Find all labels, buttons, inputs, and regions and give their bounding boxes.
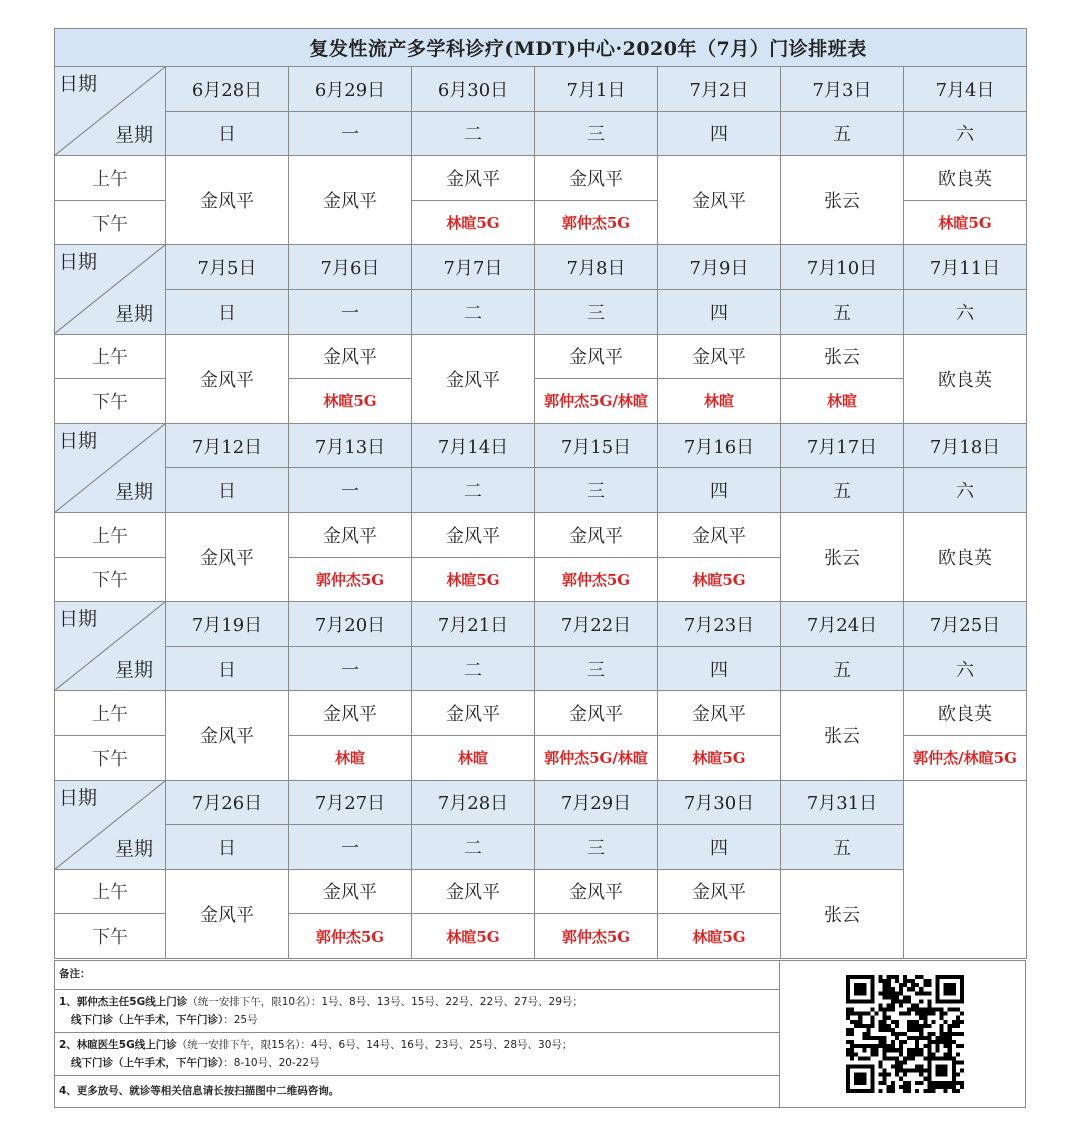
online-doctor-label: 郭仲杰5G (315, 927, 385, 946)
online-doctor-label: 郭仲杰5G (561, 570, 631, 589)
doctor-cell: 金风平 (166, 512, 289, 601)
note-lin-offline-title: 线下门诊（上午手术，下午门诊） (71, 1057, 224, 1069)
date-row (55, 780, 1027, 825)
schedule-table (54, 28, 1027, 959)
pm-label: 下午 (55, 914, 166, 959)
date-cell: 7月29日 (535, 780, 658, 825)
weekday-cell: 一 (289, 825, 412, 870)
online-doctor-label: 林暄5G (938, 214, 992, 233)
date-cell: 7月14日 (412, 423, 535, 468)
am-row (55, 156, 1027, 201)
date-cell: 7月3日 (781, 67, 904, 112)
doctor-cell-am: 金风平 (658, 869, 781, 914)
weekday-cell: 一 (289, 468, 412, 513)
online-doctor-label: 林暄5G (692, 749, 746, 768)
pm-label: 下午 (55, 379, 166, 424)
note-lin-title: 2、林暄医生5G线上门诊 (59, 1039, 177, 1051)
pm-label: 下午 (55, 557, 166, 602)
doctor-cell-pm (535, 914, 658, 959)
doctor-cell-pm (412, 557, 535, 602)
date-row (55, 423, 1027, 468)
corner-weekday-label: 星期 (114, 124, 153, 147)
weekday-cell: 四 (658, 468, 781, 513)
doctor-cell: 欧良英 (904, 334, 1027, 423)
corner-date-label: 日期 (59, 786, 98, 809)
doctor-cell-am: 金风平 (535, 512, 658, 557)
online-doctor-label: 林暄 (703, 392, 734, 411)
doctor-cell: 金风平 (166, 334, 289, 423)
pm-label: 下午 (55, 735, 166, 780)
doctor-cell-pm (289, 735, 412, 780)
doctor-cell: 金风平 (412, 334, 535, 423)
notes-panel (54, 960, 780, 1108)
date-cell: 7月30日 (658, 780, 781, 825)
weekday-cell: 二 (412, 646, 535, 691)
date-cell: 7月7日 (412, 245, 535, 290)
date-cell: 7月15日 (535, 423, 658, 468)
corner-date-label: 日期 (59, 608, 98, 631)
note-lin (55, 1033, 779, 1076)
weekday-cell: 三 (535, 468, 658, 513)
doctor-cell-am: 欧良英 (904, 156, 1027, 201)
doctor-cell: 张云 (781, 156, 904, 245)
weekday-cell: 日 (166, 468, 289, 513)
doctor-cell-pm (658, 557, 781, 602)
date-cell: 7月21日 (412, 602, 535, 647)
weekday-cell: 一 (289, 646, 412, 691)
date-cell: 6月30日 (412, 67, 535, 112)
doctor-cell-am: 金风平 (658, 512, 781, 557)
corner-weekday-label: 星期 (114, 302, 153, 325)
corner-date-label: 日期 (59, 429, 98, 452)
weekday-cell: 四 (658, 646, 781, 691)
online-doctor-label: 郭仲杰/林暄5G (913, 749, 1017, 768)
weekday-cell: 五 (781, 468, 904, 513)
online-doctor-label: 林暄5G (692, 570, 746, 589)
weekday-cell: 日 (166, 289, 289, 334)
date-row (55, 602, 1027, 647)
doctor-cell-am: 金风平 (658, 334, 781, 379)
date-cell: 6月29日 (289, 67, 412, 112)
note-guo-detail: （统一安排下午，限10名）：1号、8号、13号、15号、22号、22号、27号、29号； (187, 996, 583, 1008)
doctor-cell-pm (289, 557, 412, 602)
weekday-cell: 五 (781, 289, 904, 334)
doctor-cell-pm (535, 379, 658, 424)
weekday-cell: 一 (289, 111, 412, 156)
doctor-cell-pm (412, 735, 535, 780)
weekday-cell: 六 (904, 646, 1027, 691)
weekday-cell: 五 (781, 111, 904, 156)
weekday-row (55, 111, 1027, 156)
date-cell: 7月22日 (535, 602, 658, 647)
weekday-row (55, 646, 1027, 691)
date-cell: 7月9日 (658, 245, 781, 290)
am-label: 上午 (55, 869, 166, 914)
corner-weekday-label: 星期 (114, 480, 153, 503)
schedule-title: 复发性流产多学科诊疗(MDT)中心·2020年（7月）门诊排班表 (55, 29, 1027, 67)
am-label: 上午 (55, 691, 166, 736)
date-cell: 7月23日 (658, 602, 781, 647)
date-cell: 7月17日 (781, 423, 904, 468)
qr-panel (780, 960, 1026, 1108)
weekday-cell: 五 (781, 825, 904, 870)
date-cell: 7月1日 (535, 67, 658, 112)
corner-weekday-label: 星期 (114, 837, 153, 860)
doctor-cell-pm (658, 914, 781, 959)
note-guo-title: 1、郭仲杰主任5G线上门诊 (59, 996, 188, 1008)
doctor-cell-am: 欧良英 (904, 691, 1027, 736)
online-doctor-label: 郭仲杰5G (561, 214, 631, 233)
doctor-cell-am: 金风平 (289, 869, 412, 914)
corner-date-label: 日期 (59, 73, 98, 95)
weekday-cell: 二 (412, 111, 535, 156)
online-doctor-label: 郭仲杰5G/林暄 (544, 749, 648, 768)
date-cell: 7月31日 (781, 780, 904, 825)
note-lin-detail: （统一安排下午，限15名）：4号、6号、14号、16号、23号、25号、28号、30号； (176, 1039, 573, 1051)
date-cell: 7月10日 (781, 245, 904, 290)
doctor-cell-am: 金风平 (412, 691, 535, 736)
weekday-cell: 三 (535, 825, 658, 870)
weekday-cell: 六 (904, 289, 1027, 334)
date-cell: 7月25日 (904, 602, 1027, 647)
doctor-cell: 金风平 (166, 869, 289, 958)
note-guo-offline-detail: ：25号 (223, 1014, 258, 1026)
doctor-cell-pm (289, 914, 412, 959)
weekday-cell: 三 (535, 289, 658, 334)
doctor-cell-am: 金风平 (535, 869, 658, 914)
corner-header (55, 602, 166, 691)
doctor-cell-pm (289, 379, 412, 424)
online-doctor-label: 郭仲杰5G (315, 570, 385, 589)
note-guo-offline-title: 线下门诊（上午手术，下午门诊） (71, 1014, 224, 1026)
doctor-cell: 欧良英 (904, 512, 1027, 601)
date-cell: 7月18日 (904, 423, 1027, 468)
date-cell: 7月11日 (904, 245, 1027, 290)
weekday-cell: 三 (535, 111, 658, 156)
corner-header (55, 423, 166, 512)
am-label: 上午 (55, 156, 166, 201)
doctor-cell-pm (535, 557, 658, 602)
online-doctor-label: 林暄 (826, 392, 857, 411)
weekday-cell: 五 (781, 646, 904, 691)
date-cell: 7月8日 (535, 245, 658, 290)
weekday-row (55, 825, 1027, 870)
online-doctor-label: 林暄5G (446, 570, 500, 589)
am-row (55, 334, 1027, 379)
weekday-cell: 二 (412, 468, 535, 513)
corner-weekday-label: 星期 (114, 659, 153, 682)
online-doctor-label: 郭仲杰5G/林暄 (544, 392, 648, 411)
doctor-cell-am: 金风平 (412, 156, 535, 201)
weekday-cell: 六 (904, 468, 1027, 513)
online-doctor-label: 郭仲杰5G (561, 927, 631, 946)
weekday-row (55, 468, 1027, 513)
doctor-cell-am: 金风平 (412, 512, 535, 557)
date-cell: 7月13日 (289, 423, 412, 468)
date-cell: 6月28日 (166, 67, 289, 112)
doctor-cell-am: 金风平 (535, 334, 658, 379)
doctor-cell-pm (781, 379, 904, 424)
date-cell: 7月12日 (166, 423, 289, 468)
weekday-cell: 三 (535, 646, 658, 691)
am-row (55, 869, 1027, 914)
qr-code-icon[interactable] (846, 975, 964, 1093)
doctor-cell: 金风平 (658, 156, 781, 245)
online-doctor-label: 林暄 (334, 749, 365, 768)
date-row (55, 67, 1027, 112)
weekday-cell: 二 (412, 825, 535, 870)
doctor-cell-am: 金风平 (289, 512, 412, 557)
pm-label: 下午 (55, 200, 166, 245)
doctor-cell: 张云 (781, 512, 904, 601)
date-cell: 7月2日 (658, 67, 781, 112)
date-cell: 7月5日 (166, 245, 289, 290)
doctor-cell: 张云 (781, 691, 904, 780)
doctor-cell-pm (904, 200, 1027, 245)
weekday-cell: 六 (904, 111, 1027, 156)
weekday-cell: 日 (166, 646, 289, 691)
doctor-cell: 金风平 (166, 691, 289, 780)
weekday-cell: 四 (658, 111, 781, 156)
weekday-row (55, 289, 1027, 334)
date-cell: 7月4日 (904, 67, 1027, 112)
weekday-cell: 二 (412, 289, 535, 334)
notes-heading: 备注： (55, 961, 779, 990)
doctor-cell-am: 金风平 (289, 691, 412, 736)
online-doctor-label: 林暄 (457, 749, 488, 768)
online-doctor-label: 林暄5G (446, 927, 500, 946)
doctor-cell-pm (412, 914, 535, 959)
date-cell: 7月26日 (166, 780, 289, 825)
date-cell: 7月6日 (289, 245, 412, 290)
weekday-cell: 一 (289, 289, 412, 334)
doctor-cell: 金风平 (166, 156, 289, 245)
corner-date-label: 日期 (59, 251, 98, 274)
weekday-cell: 日 (166, 111, 289, 156)
doctor-cell-pm (658, 735, 781, 780)
doctor-cell: 金风平 (289, 156, 412, 245)
doctor-cell-am: 金风平 (535, 156, 658, 201)
online-doctor-label: 林暄5G (323, 392, 377, 411)
am-label: 上午 (55, 334, 166, 379)
weekday-cell: 四 (658, 825, 781, 870)
online-doctor-label: 林暄5G (692, 927, 746, 946)
weekday-cell: 日 (166, 825, 289, 870)
doctor-cell-pm (535, 735, 658, 780)
date-cell: 7月28日 (412, 780, 535, 825)
doctor-cell-pm (904, 735, 1027, 780)
doctor-cell-am: 金风平 (412, 869, 535, 914)
note-lin-offline-detail: ：8-10号、20-22号 (223, 1057, 320, 1069)
am-label: 上午 (55, 512, 166, 557)
date-cell: 7月20日 (289, 602, 412, 647)
doctor-cell-am: 金风平 (289, 334, 412, 379)
note-guo (55, 990, 779, 1033)
corner-header (55, 245, 166, 334)
empty-cell (904, 780, 1027, 958)
date-cell: 7月24日 (781, 602, 904, 647)
weekday-cell: 四 (658, 289, 781, 334)
corner-header (55, 67, 166, 156)
doctor-cell-am: 金风平 (658, 691, 781, 736)
date-row (55, 245, 1027, 290)
am-row (55, 512, 1027, 557)
date-cell: 7月16日 (658, 423, 781, 468)
doctor-cell-pm (412, 200, 535, 245)
corner-header (55, 780, 166, 869)
online-doctor-label: 林暄5G (446, 214, 500, 233)
note-more-info: 4、更多放号、就诊等相关信息请长按扫描图中二维码咨询。 (59, 1085, 340, 1097)
doctor-cell-am: 金风平 (535, 691, 658, 736)
date-cell: 7月27日 (289, 780, 412, 825)
doctor-cell-am: 张云 (781, 334, 904, 379)
date-cell: 7月19日 (166, 602, 289, 647)
doctor-cell-pm (658, 379, 781, 424)
am-row (55, 691, 1027, 736)
doctor-cell: 张云 (781, 869, 904, 958)
doctor-cell-pm (535, 200, 658, 245)
